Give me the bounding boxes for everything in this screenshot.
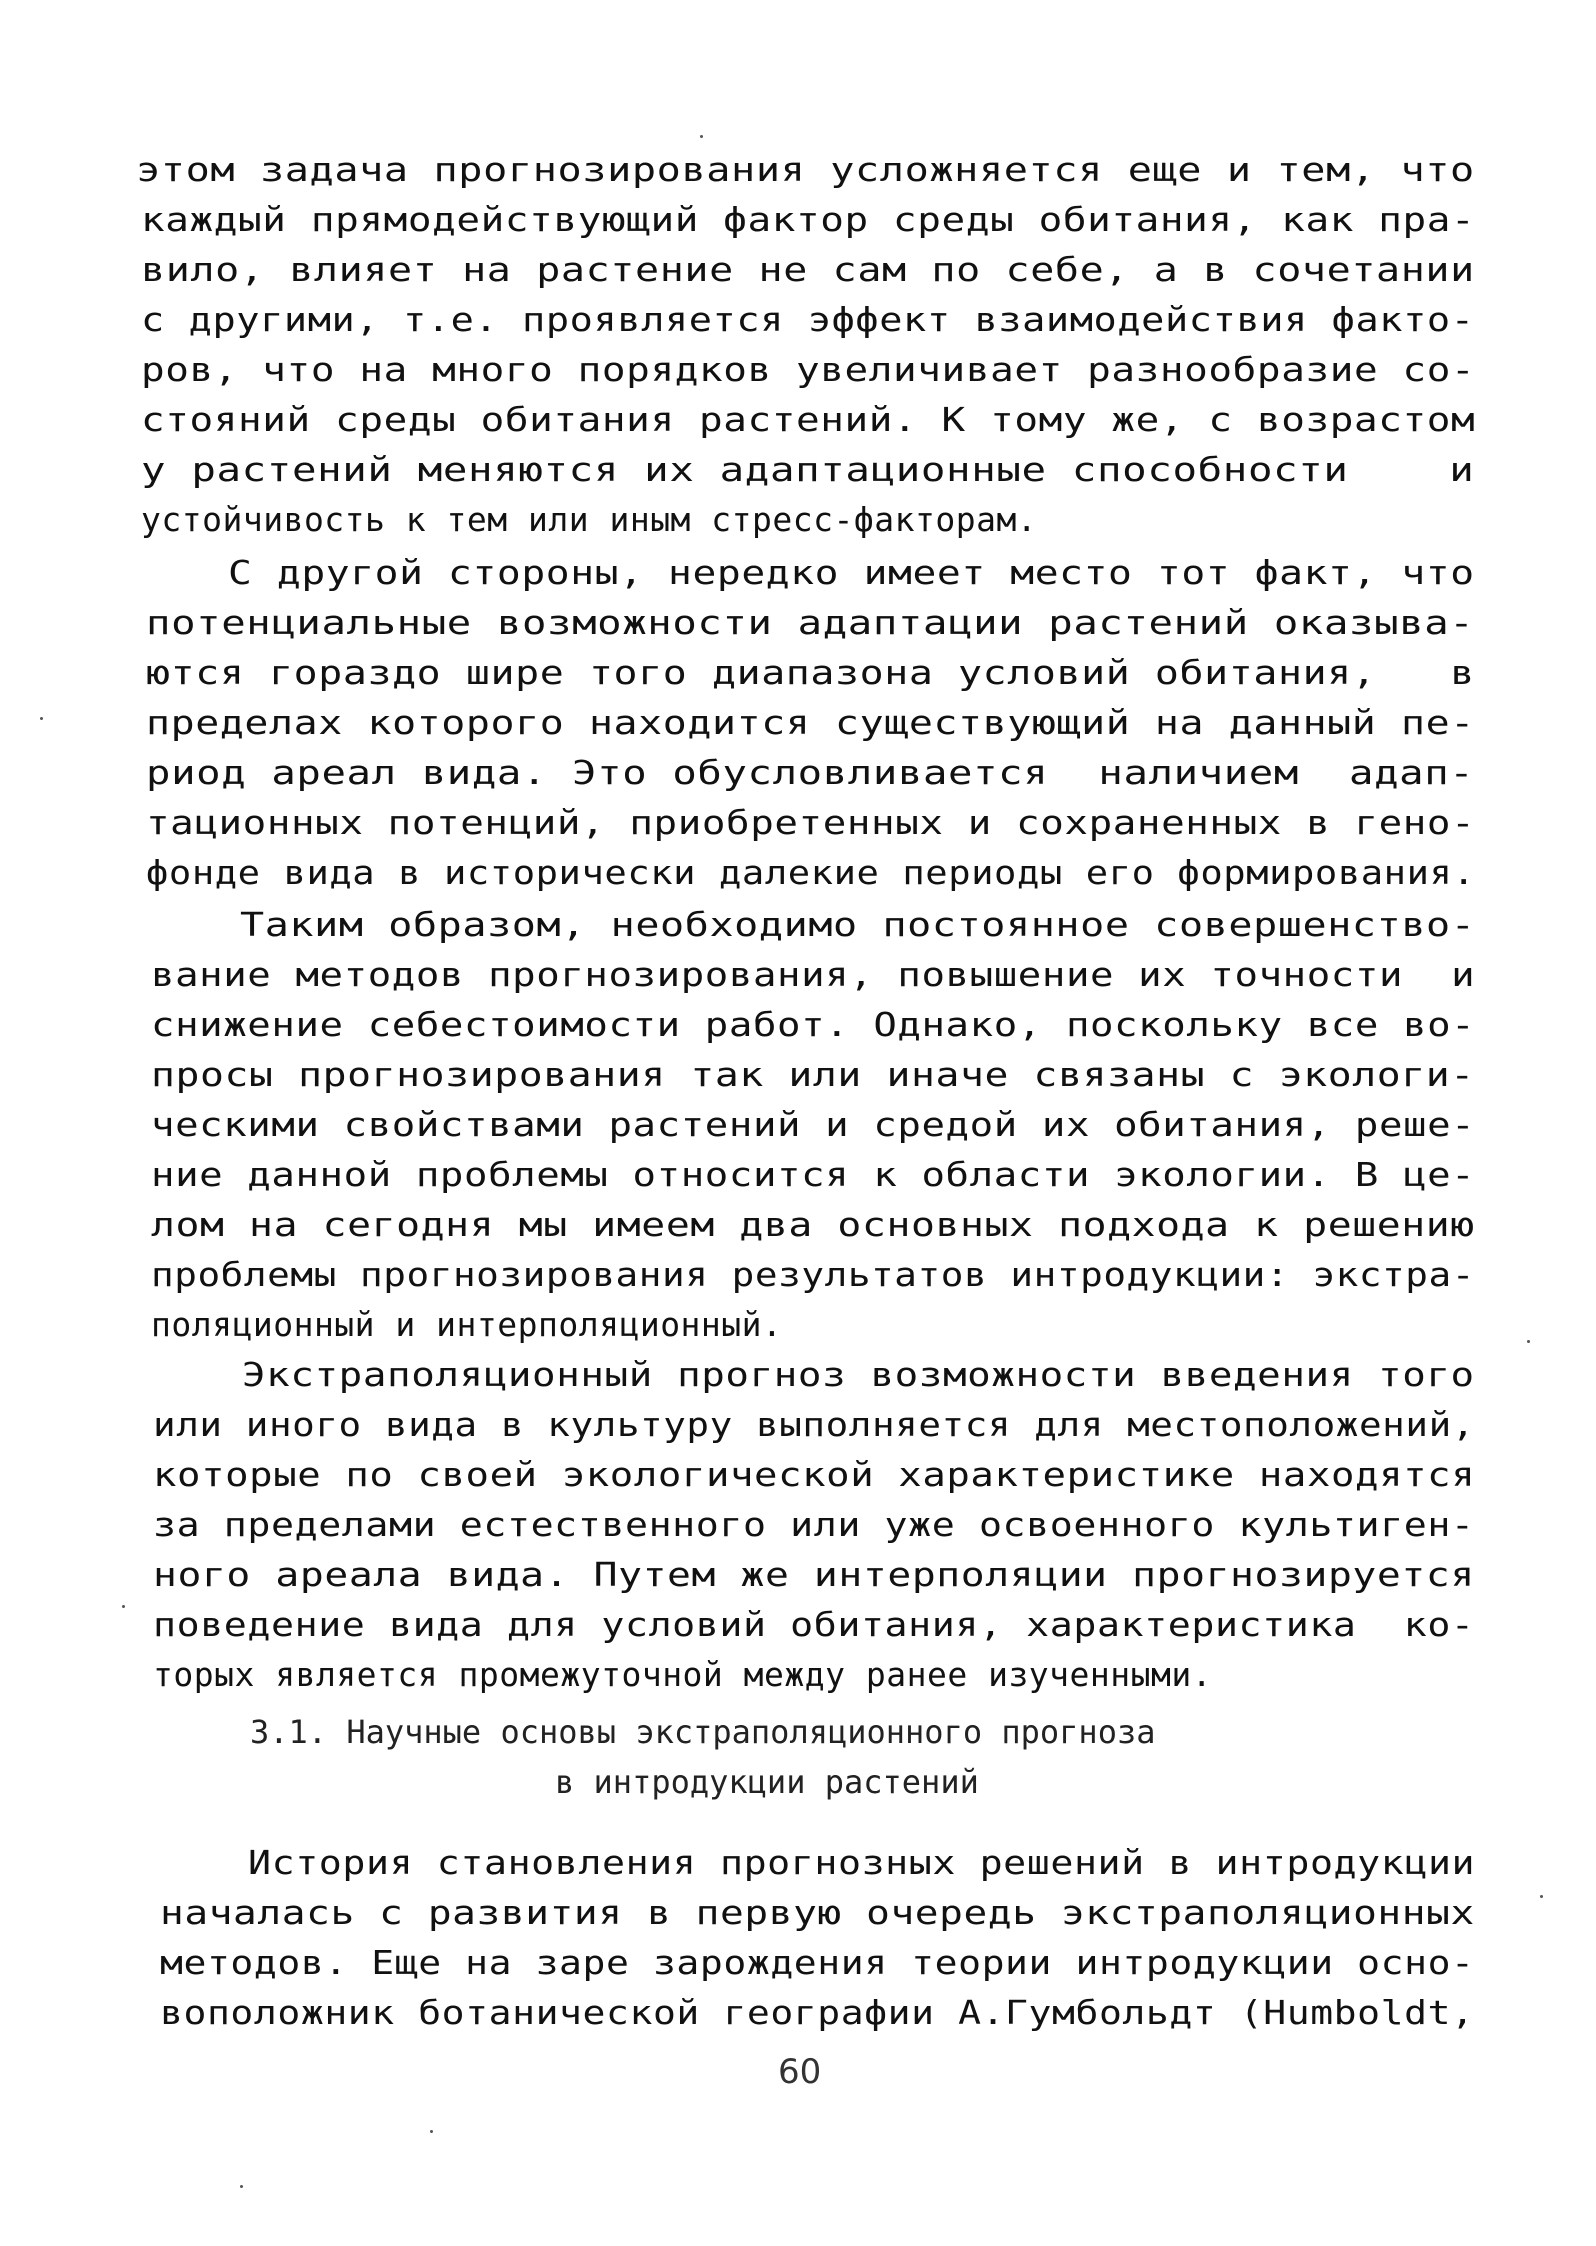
text-line: за пределами естественного или уже освоенного культиген-	[153, 1505, 1475, 1544]
scan-speck	[430, 2130, 433, 2133]
text-line: С другой стороны, нередко имеет место тот факт, что	[228, 553, 1475, 592]
text-line: Экстраполяционный прогноз возможности введения того	[242, 1355, 1475, 1394]
text-line: ческими свойствами растений и средой их обитания, реше-	[151, 1105, 1476, 1144]
text-line: с другими, т.е. проявляется эффект взаимодействия факто-	[141, 300, 1475, 339]
section-heading-line-1: 3.1. Научные основы экстраполяционного прогноза	[250, 1713, 1156, 1751]
text-line: каждый прямодействующий фактор среды обитания, как пра-	[141, 200, 1476, 239]
text-line: просы прогнозирования так или иначе связаны с экологи-	[151, 1055, 1475, 1094]
text-line: снижение себестоимости работ. Однако, поскольку все во-	[151, 1005, 1476, 1044]
text-line: или иного вида в культуру выполняется для местоположений,	[153, 1405, 1475, 1444]
scan-speck	[240, 2185, 243, 2188]
scan-speck	[40, 717, 43, 720]
scan-speck	[1540, 1895, 1543, 1898]
text-line: Таким образом, необходимо постоянное совершенство-	[240, 905, 1476, 944]
section-heading-line-2: в интродукции растений	[555, 1763, 979, 1801]
text-line: ются гораздо шире того диапазона условий обитания, в	[146, 653, 1475, 692]
text-line: методов. Еще на заре зарождения теории интродукции осно-	[160, 1943, 1475, 1982]
text-line: поведение вида для условий обитания, характеристика ко-	[153, 1605, 1475, 1644]
text-line: риод ареал вида. Это обусловливается наличием адап-	[146, 753, 1475, 792]
text-line: воположник ботанической географии А.Гумбольдт (Humboldt,	[160, 1993, 1475, 2032]
page-number: 60	[778, 2052, 822, 2092]
text-line: фонде вида в исторически далекие периоды его формирования.	[146, 853, 1476, 892]
text-line: вило, влияет на растение не сам по себе, а в сочетании	[141, 250, 1475, 289]
text-line: устойчивость к тем или иным стресс-факторам.	[141, 500, 1038, 539]
text-line: тационных потенций, приобретенных и сохраненных в гено-	[146, 803, 1476, 842]
text-line: стояний среды обитания растений. К тому же, с возрастом	[141, 400, 1476, 439]
text-line: торых является промежуточной между ранее изученными.	[153, 1655, 1213, 1694]
text-line: у растений меняются их адаптационные способности и	[141, 450, 1475, 489]
scan-speck	[1527, 1340, 1530, 1343]
text-line: вание методов прогнозирования, повышение их точности и	[151, 955, 1476, 994]
scan-speck	[700, 135, 703, 138]
text-line: ного ареала вида. Путем же интерполяции прогнозируется	[153, 1555, 1475, 1594]
text-line: пределах которого находится существующий на данный пе-	[146, 703, 1475, 742]
text-line: проблемы прогнозирования результатов интродукции: экстра-	[151, 1255, 1475, 1294]
scan-speck	[122, 1605, 125, 1608]
text-line: потенциальные возможности адаптации растений оказыва-	[146, 603, 1475, 642]
text-line: ров, что на много порядков увеличивает разнообразие со-	[141, 350, 1476, 389]
text-line: ние данной проблемы относится к области экологии. В це-	[151, 1155, 1476, 1194]
text-line: которые по своей экологической характеристике находятся	[153, 1455, 1476, 1494]
text-line: История становления прогнозных решений в интродукции	[248, 1843, 1476, 1882]
text-line: этом задача прогнозирования усложняется еще и тем, что	[136, 150, 1475, 189]
text-line: началась с развития в первую очередь экстраполяционных	[160, 1893, 1475, 1932]
text-line: поляционный и интерполяционный.	[151, 1305, 783, 1344]
text-line: лом на сегодня мы имеем два основных подхода к решению	[151, 1205, 1475, 1244]
